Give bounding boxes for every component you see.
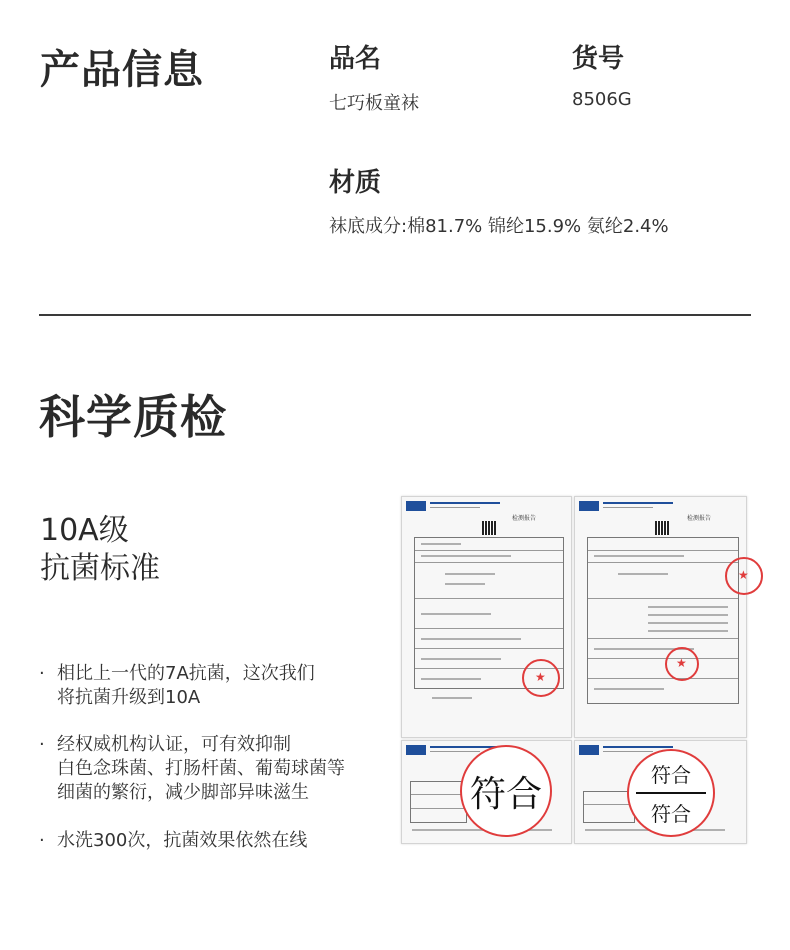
test-report-document — [574, 496, 747, 738]
tts-logo-icon — [579, 745, 599, 755]
stamp-text: 符合 — [651, 763, 691, 787]
tts-logo-icon — [406, 501, 426, 511]
report-header: 检测报告 — [512, 515, 537, 522]
bullet-item — [39, 829, 387, 853]
section-title-inspection: 科学质检 — [39, 390, 227, 444]
report-header: 检测报告 — [687, 515, 712, 522]
test-report-document — [401, 496, 572, 738]
red-seal-stamp: ★ — [665, 647, 699, 681]
qr-code-icon — [655, 521, 669, 535]
test-report-collage — [401, 496, 749, 842]
field-value-name: 七巧板童袜 — [329, 93, 419, 114]
section-title-product-info: 产品信息 — [40, 47, 204, 93]
grade-line-2: 抗菌标准 — [40, 551, 160, 586]
bullet-item — [39, 733, 387, 805]
tts-logo-icon — [406, 745, 426, 755]
bullet-item — [39, 662, 387, 710]
bullet-line: 细菌的繁衍，减少脚部异味滋生 — [57, 782, 309, 803]
bullet-dot-icon: · — [39, 734, 45, 755]
bullet-line: 白色念珠菌、打肠杆菌、葡萄球菌等 — [57, 758, 345, 779]
grade-title — [40, 512, 160, 588]
field-value-sku: 8506G — [572, 89, 632, 110]
red-seal-stamp: ★ — [725, 557, 763, 595]
field-label-sku: 货号 — [572, 44, 625, 74]
grade-line-1: 10A级 — [40, 513, 129, 548]
bullet-line: 将抗菌升级到10A — [57, 687, 201, 708]
red-seal-stamp: ★ — [522, 659, 560, 697]
field-label-name: 品名 — [329, 44, 382, 74]
bullet-line: 相比上一代的7A抗菌，这次我们 — [57, 663, 315, 684]
section-divider — [39, 314, 751, 316]
field-value-material: 袜底成分:棉81.7% 锦纶15.9% 氨纶2.4% — [329, 216, 669, 237]
tts-logo-icon — [579, 501, 599, 511]
qr-code-icon — [482, 521, 496, 535]
field-label-material: 材质 — [329, 168, 382, 198]
bullet-line: 水洗300次，抗菌效果依然在线 — [57, 830, 308, 851]
bullet-line: 经权威机构认证，可有效抑制 — [57, 734, 291, 755]
stamp-magnified — [627, 749, 715, 837]
bullet-dot-icon: · — [39, 830, 45, 851]
bullet-dot-icon: · — [39, 663, 45, 684]
table-line — [636, 792, 706, 794]
test-report-document — [401, 740, 572, 844]
stamp-magnified: 符合 — [460, 745, 552, 837]
stamp-text: 符合 — [651, 802, 691, 826]
test-report-document — [574, 740, 747, 844]
